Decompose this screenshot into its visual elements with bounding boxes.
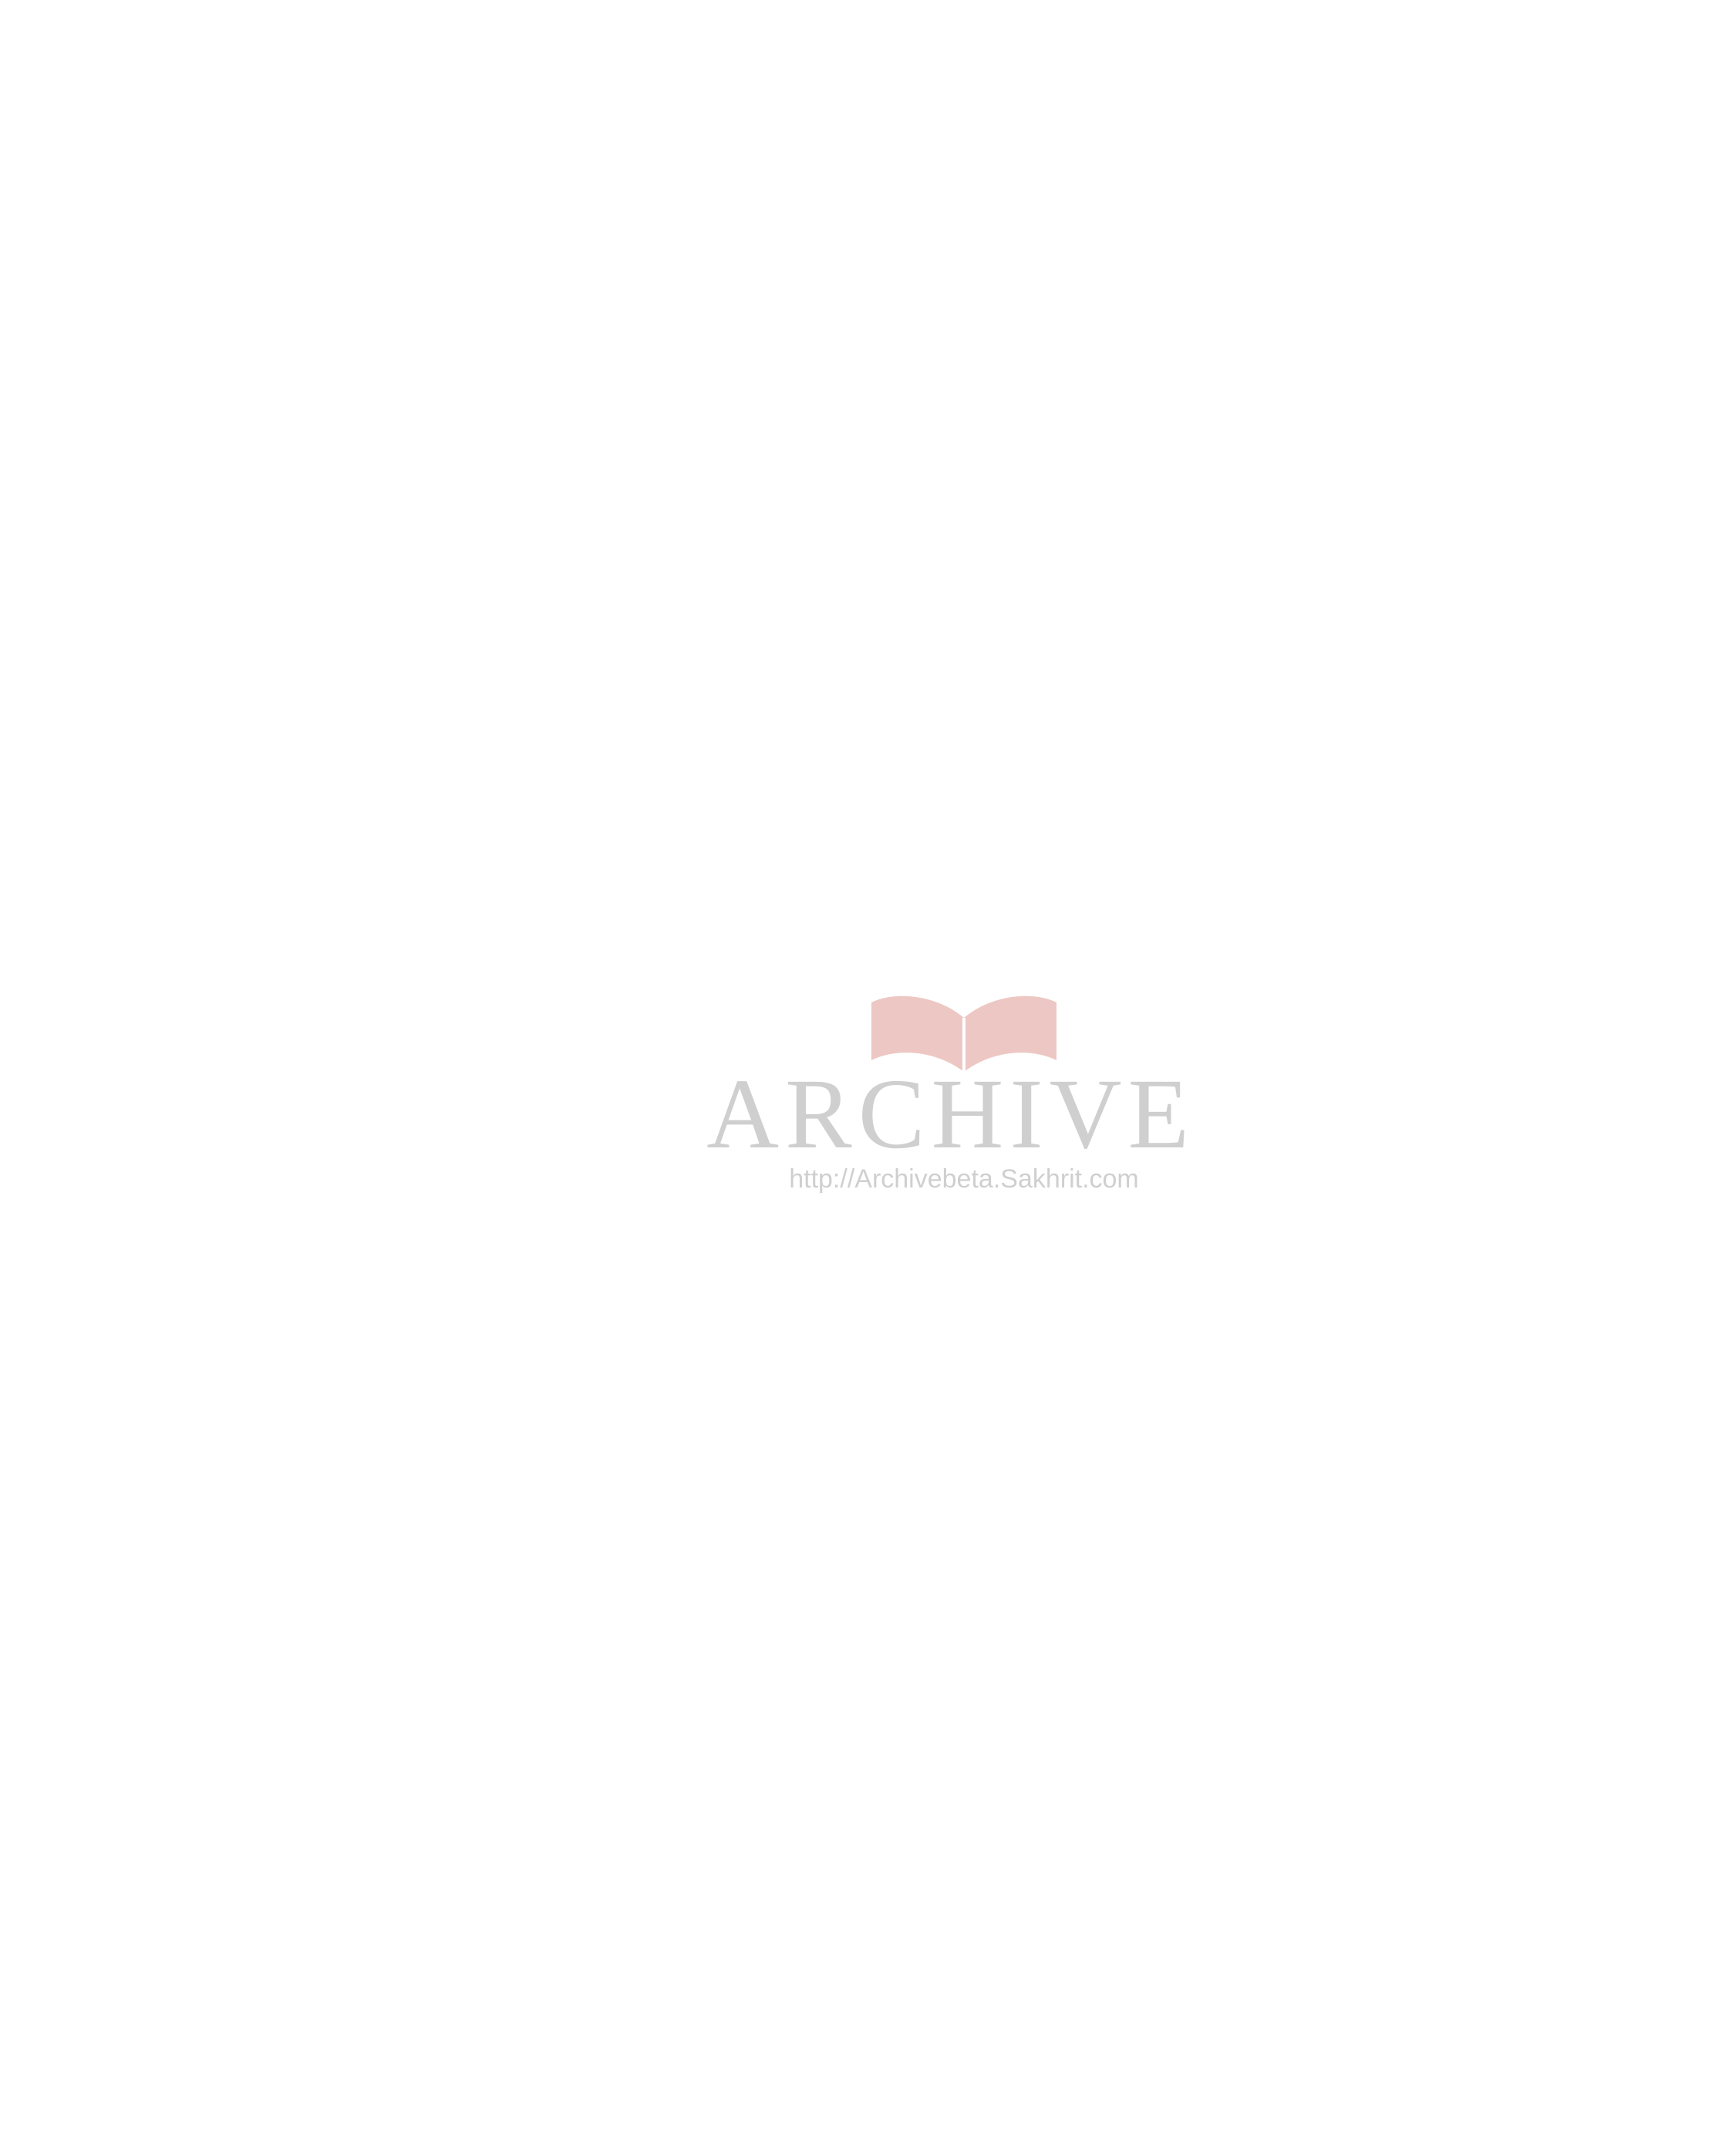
watermark-url: http://Archivebeta.Sakhrit.com	[789, 1164, 1139, 1194]
archive-watermark	[706, 987, 1195, 1241]
watermark-title: ARCHIVE	[706, 1059, 1195, 1170]
open-book-icon	[864, 987, 1064, 1080]
